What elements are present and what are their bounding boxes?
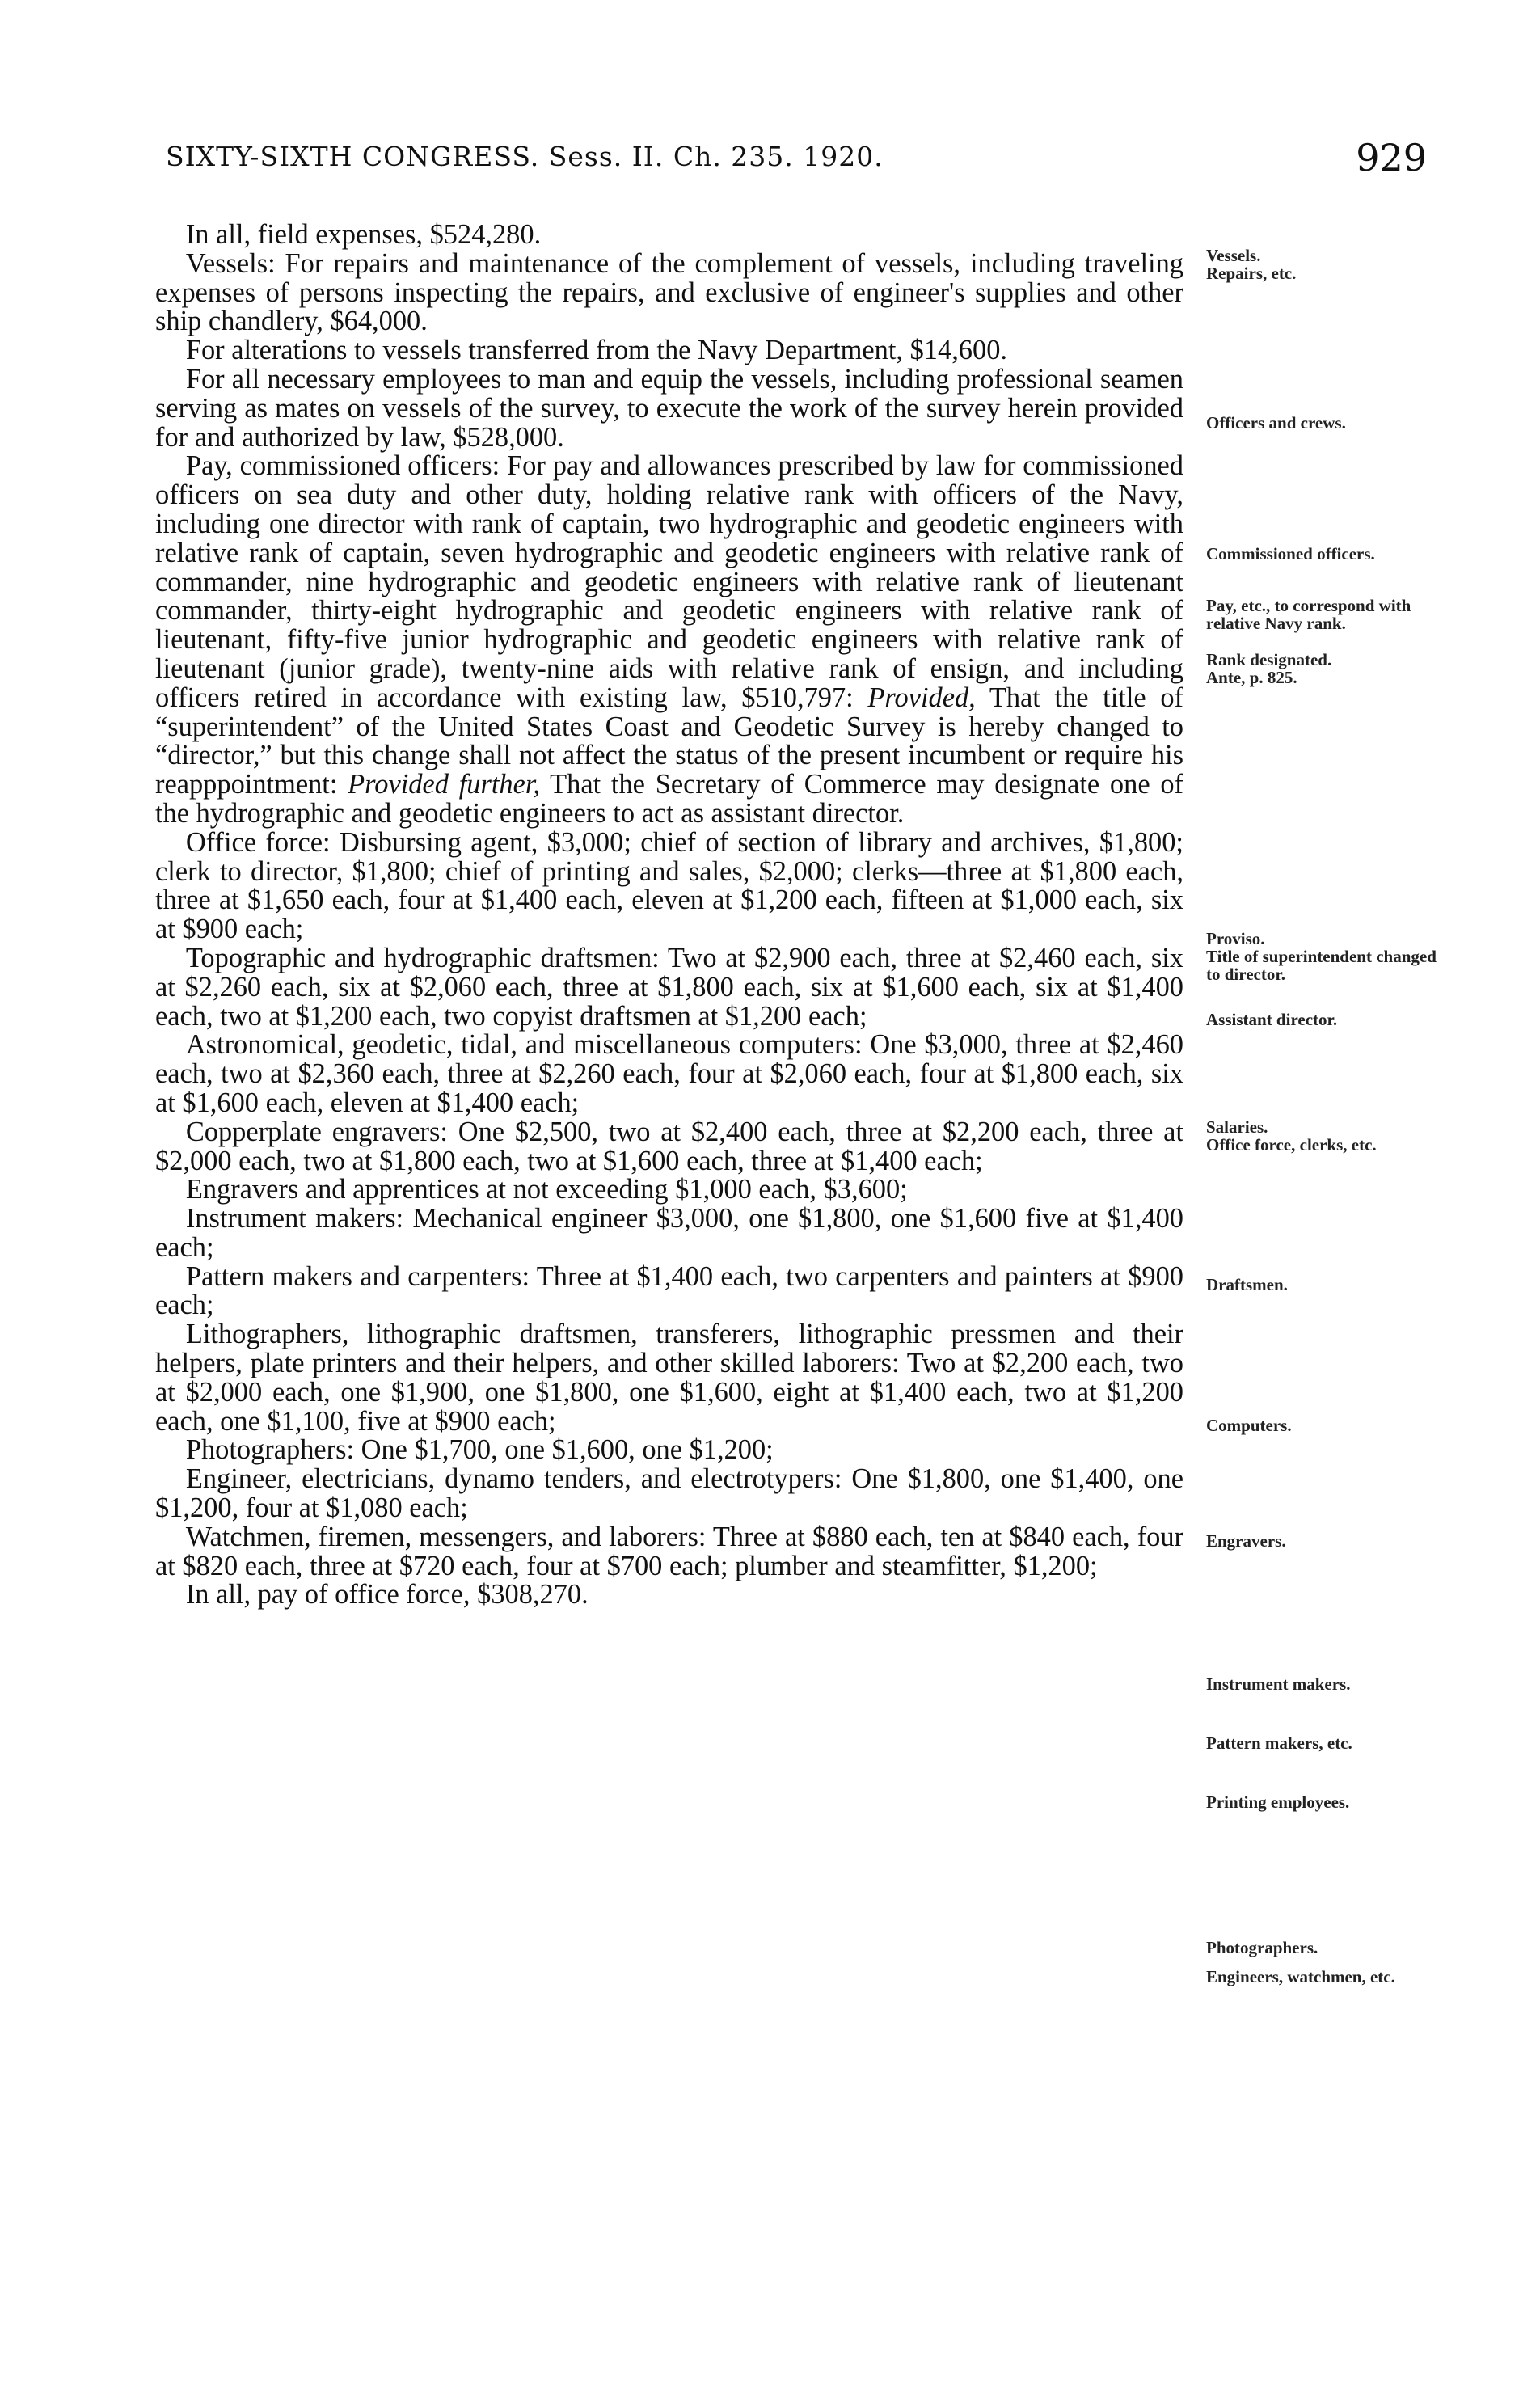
margin-note-office-force: Office force, clerks, etc. (1206, 1135, 1377, 1155)
paragraph-field-expenses: In all, field expenses, $524,280. (185, 219, 542, 250)
margin-note-computers: Computers. (1206, 1416, 1292, 1435)
paragraph-copperplate-engravers: Copperplate engravers: One $2,500, two at $2,400 each, three at $2,200 each, three at $2,000 each, two at $1,800 each, two at $1,600 each, three at $1,400 each; (155, 1116, 1183, 1176)
pay-text-part-1: Pay, commissioned officers: For pay and allowances prescribed by law for commissioned officers on sea duty and other duty, holding relative rank with officers of the Navy, including one director with rank of captain, two hydrographic and geodetic engineers with relative rank of captain, seven hydrographic and geodetic engineers with relative rank of commander, nine hydrographic and geodetic engineers with relative rank of lieutenant commander, thirty-eight hydrographic and geodetic engineers with relative rank of lieutenant, fifty-five junior hydrographic and geodetic engineers with relative rank of lieutenant (junior grade), twenty-nine aids with relative rank of ensign, and including officers retired in accordance with existing law, $510,797: (155, 450, 1183, 713)
paragraph-photographers: Photographers: One $1,700, one $1,600, one $1,200; (185, 1434, 774, 1466)
margin-note-title-superintendent: Title of superintendent changed to director. (1206, 947, 1437, 984)
paragraph-pattern-makers: Pattern makers and carpenters: Three at $1,400 each, two carpenters and painters at $900 each; (155, 1260, 1183, 1321)
margin-note-printing-employees: Printing employees. (1206, 1792, 1350, 1812)
margin-note-photographers: Photographers. (1206, 1938, 1318, 1957)
paragraph-instrument-makers: Instrument makers: Mechanical engineer $3,000, one $1,800, one $1,600 five at $1,400 each; (155, 1203, 1183, 1263)
margin-note-commissioned: Commissioned officers. (1206, 544, 1375, 564)
paragraph-engineer-electricians: Engineer, electricians, dynamo tenders, and electrotypers: One $1,800, one $1,400, one $1,200, four at $1,080 each; (155, 1463, 1183, 1524)
paragraph-watchmen: Watchmen, firemen, messengers, and laborers: Three at $880 each, ten at $840 each, four at $820 each, three at $720 each, four at $700 each; plumber and steamfitter, $1,200; (155, 1521, 1183, 1581)
margin-note-proviso: Proviso. (1206, 929, 1265, 948)
paragraph-total-office-force: In all, pay of office force, $308,270. (185, 1579, 589, 1611)
page-number: 929 (1356, 136, 1427, 179)
margin-note-instrument-makers: Instrument makers. (1206, 1674, 1351, 1694)
pay-text-part-3: That the Secretary of Commerce may designate one of the hydrographic and geodetic engineers to act as assistant director. (155, 769, 1183, 829)
note-vessels: Vessels. (1206, 246, 1261, 265)
margin-notes (1206, 0, 1441, 2381)
margin-note-rank-designated: Rank designated. (1206, 650, 1332, 669)
margin-note-ante: Ante, p. 825. (1206, 668, 1297, 687)
margin-note-pattern-makers: Pattern makers, etc. (1206, 1733, 1352, 1753)
paragraph-engravers-apprentices: Engravers and apprentices at not exceeding $1,000 each, $3,600; (185, 1174, 908, 1205)
margin-note-vessels (1206, 247, 1441, 282)
margin-note-engravers: Engravers. (1206, 1531, 1286, 1551)
main-text-column (155, 221, 1183, 1610)
paragraph-computers: Astronomical, geodetic, tidal, and miscellaneous computers: One $3,000, three at $2,460 each, two at $2,360 each, three at $2,260 each, four at $2,060 each, four at $1,800 each, six at $1,600 each, eleven at $1,400 each; (155, 1029, 1183, 1118)
margin-note-draftsmen: Draftsmen. (1206, 1275, 1288, 1294)
margin-note-assistant-director: Assistant director. (1206, 1010, 1338, 1029)
paragraph-alterations: For alterations to vessels transferred from the Navy Department, $14,600. (185, 335, 1007, 366)
margin-note-officers-crews: Officers and crews. (1206, 413, 1346, 433)
paragraph-pay-commissioned (155, 452, 1183, 828)
margin-note-engineers-watchmen: Engineers, watchmen, etc. (1206, 1967, 1395, 1986)
pay-text-part-2: That the title of “superintendent” of the United States Coast and Geodetic Survey is hereby changed to “director,” but this change shall not affect the status of the present incumbent or require his reapppointment: (155, 682, 1183, 800)
margin-note-pay-corresponding: Pay, etc., to correspond with relative Navy rank. (1206, 596, 1411, 633)
paragraph-office-force: Office force: Disbursing agent, $3,000; chief of section of library and archives, $1,800; clerk to director, $1,800; chief of printing and sales, $2,000; clerks—three at $1,800 each, three at $1,650 each, four at $1,400 each, eleven at $1,200 each, fifteen at $1,000 each, six at $900 each; (155, 826, 1183, 945)
proviso-provided: Provided, (867, 682, 976, 713)
running-head: SIXTY-SIXTH CONGRESS. Sess. II. Ch. 235. 1920. (166, 141, 884, 172)
note-repairs: Repairs, etc. (1206, 264, 1297, 283)
paragraph-employees: For all necessary employees to man and equip the vessels, including professional seamen serving as mates on vessels of the survey, to execute the work of the survey herein provided for and authorized by law, $528,000. (155, 363, 1183, 453)
proviso-provided-further: Provided further, (348, 769, 541, 800)
paragraph-draftsmen: Topographic and hydrographic draftsmen: Two at $2,900 each, three at $2,460 each, six at $2,260 each, six at $2,060 each, three at $1,800 each, six at $1,600 each, six at $1,400 each, two at $1,200 each, two copyist draftsmen at $1,200 each; (155, 942, 1183, 1032)
paragraph-lithographers: Lithographers, lithographic draftsmen, transferers, lithographic pressmen and their helpers, plate printers and their helpers, and other skilled laborers: Two at $2,200 each, two at $2,000 each, one $1,900, one $1,800, one $1,600, eight at $1,400 each, two at $1,200 each, one $1,100, five at $900 each; (155, 1319, 1183, 1437)
paragraph-vessels: Vessels: For repairs and maintenance of the complement of vessels, including traveling expenses of persons inspecting the repairs, and exclusive of engineer's supplies and other ship chandlery, $64,000. (155, 247, 1183, 337)
margin-note-salaries: Salaries. (1206, 1117, 1268, 1137)
